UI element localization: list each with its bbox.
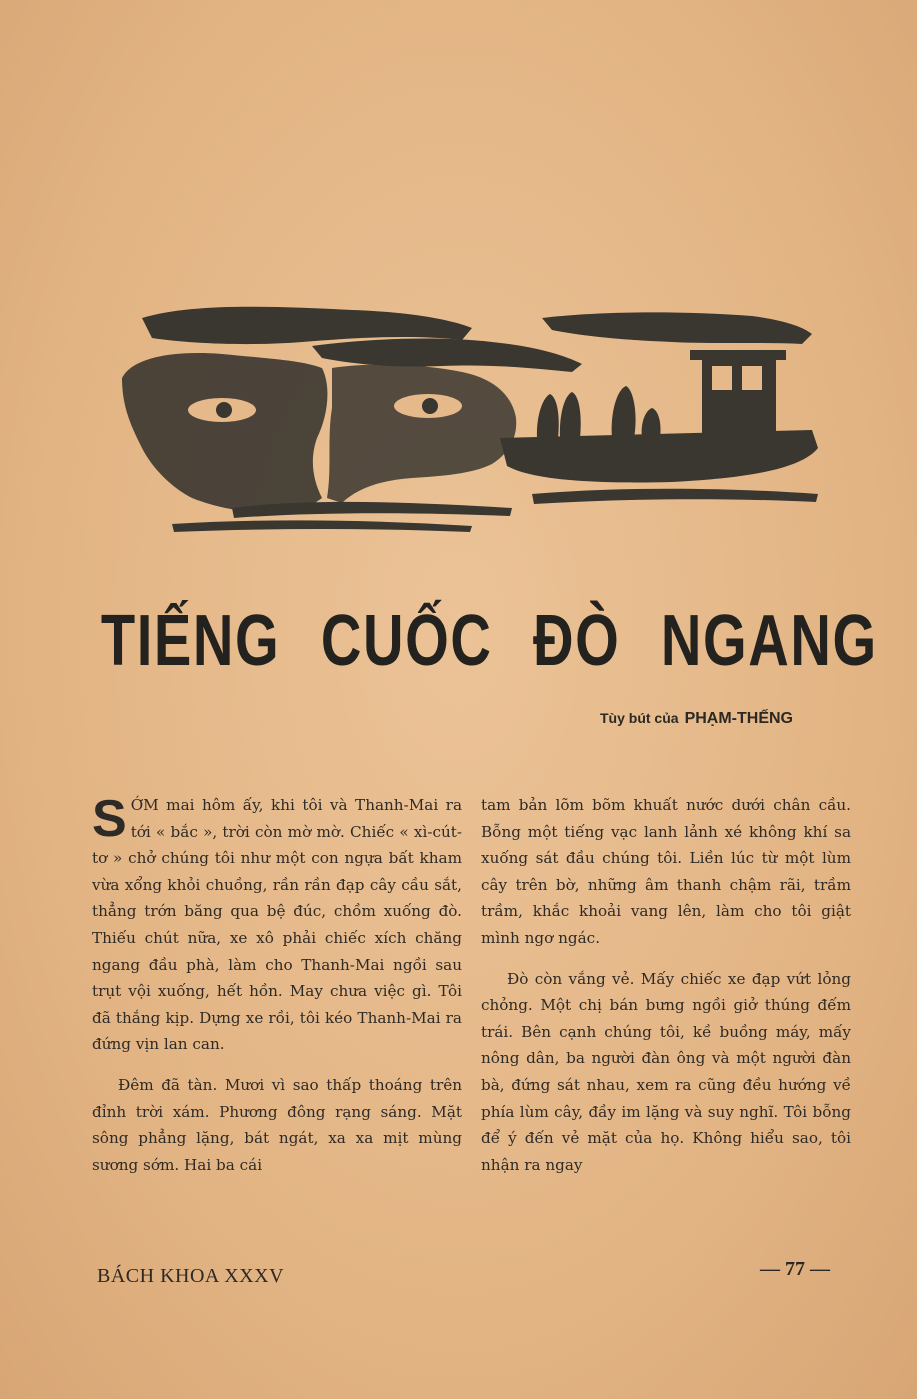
byline-prefix: Tùy bút của: [600, 710, 679, 726]
left-column: [92, 792, 462, 1192]
article-title: TIẾNG CUỐC ĐÒ NGANG: [100, 601, 878, 681]
page-number: — 77 —: [760, 1258, 830, 1280]
paragraph-1: [92, 792, 462, 1058]
paragraph-3: tam bản lõm bõm khuất nước dưới chân cầu. Bỗng một tiếng vạc lanh lảnh xé không khí sa xuống sát đầu chúng tôi. Liền lúc từ một lùm cây trên bờ, những âm thanh chậm rãi, trầm trầm, khắc khoải vang lên, làm cho tôi giật mình ngơ ngác.: [481, 796, 851, 947]
right-column: [481, 792, 851, 1192]
paragraph-2: Đêm đã tàn. Mươi vì sao thấp thoáng trên đỉnh trời xám. Phương đông rạng sáng. Mặt sông phẳng lặng, bát ngát, xa xa mịt mùng sương sớm. Hai ba cái: [92, 1075, 462, 1174]
magazine-name: BÁCH KHOA XXXV: [97, 1265, 285, 1287]
byline: [600, 710, 840, 728]
woodcut-illustration: [112, 298, 824, 538]
drop-cap: S: [92, 790, 127, 848]
byline-author: PHẠM-THẾNG: [684, 710, 793, 727]
paragraph-1-text: ỚM mai hôm ấy, khi tôi và Thanh-Mai ra tới « bắc », trời còn mờ mờ. Chiếc « xì-cút-tơ » chở chúng tôi như một con ngựa bất kham vừa xổng khỏi chuồng, rần rần đạp cây cầu sắt, thẳng trớn băng qua bệ đúc, chồm xuống đò. Thiếu chút nữa, xe xô phải chiếc xích chăng ngang đầu phà, làm cho Thanh-Mai ngồi sau trụt vội xuống, hết hồn. May chưa việc gì. Tôi đã thắng kịp. Dựng xe rồi, tôi kéo Thanh-Mai ra đứng vịn lan can.: [92, 796, 462, 1054]
paragraph-4: Đò còn vắng vẻ. Mấy chiếc xe đạp vứt lỏng chỏng. Một chị bán bưng ngồi giở thúng đếm trái. Bên cạnh chúng tôi, kề buồng máy, mấy nông dân, ba người đàn ông và một người đàn bà, đứng sát nhau, xem ra cũng đều hướng về phía lùm cây, đầy im lặng và suy nghĩ. Tôi bỗng để ý đến vẻ mặt của họ. Không hiểu sao, tôi nhận ra ngay: [481, 969, 851, 1174]
